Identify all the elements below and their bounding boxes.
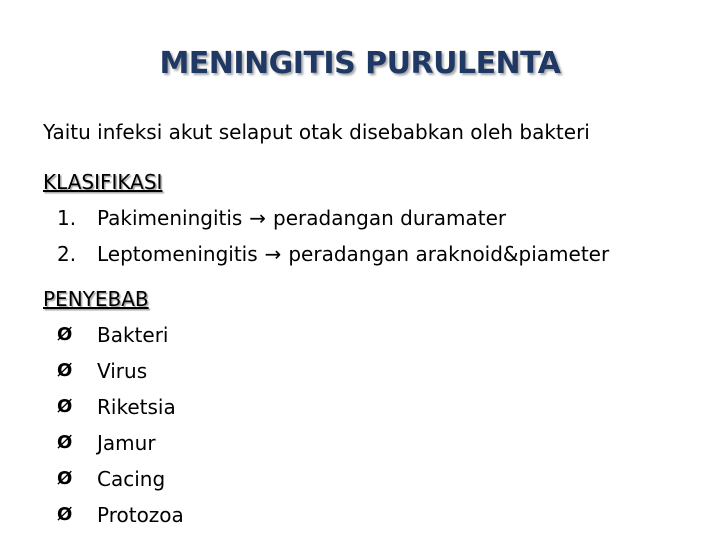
list-item-text: Bakteri [97,323,169,347]
arrowhead-bullet-icon: Ø [57,360,73,381]
intro-text: Yaitu infeksi akut selaput otak disebabkan oleh bakteri [43,120,590,144]
list-item-text: Protozoa [97,503,184,527]
list-item-text: Riketsia [97,395,176,419]
list-item-text [97,205,506,231]
arrowhead-bullet-icon: Ø [57,396,73,417]
arrowhead-bullet-icon: Ø [57,324,73,345]
list-item-text: Cacing [97,467,166,491]
term: Pakimeningitis [97,206,243,230]
description: peradangan araknoid&piameter [288,242,610,266]
list-number: 1. [57,206,77,230]
list-number: 2. [57,242,77,266]
list-item-text [97,241,609,267]
arrowhead-bullet-icon: Ø [57,468,73,489]
penyebab-heading: PENYEBAB [43,287,149,311]
list-item-text: Virus [97,359,148,383]
arrow-right-icon: → [249,206,267,230]
slide-title: MENINGITIS PURULENTA [159,46,561,81]
arrow-right-icon: → [264,242,282,266]
list-item-text: Jamur [97,431,156,455]
arrowhead-bullet-icon: Ø [57,432,73,453]
arrowhead-bullet-icon: Ø [57,504,73,525]
term: Leptomeningitis [97,242,258,266]
description: peradangan duramater [273,206,507,230]
klasifikasi-heading: KLASIFIKASI [43,170,163,194]
